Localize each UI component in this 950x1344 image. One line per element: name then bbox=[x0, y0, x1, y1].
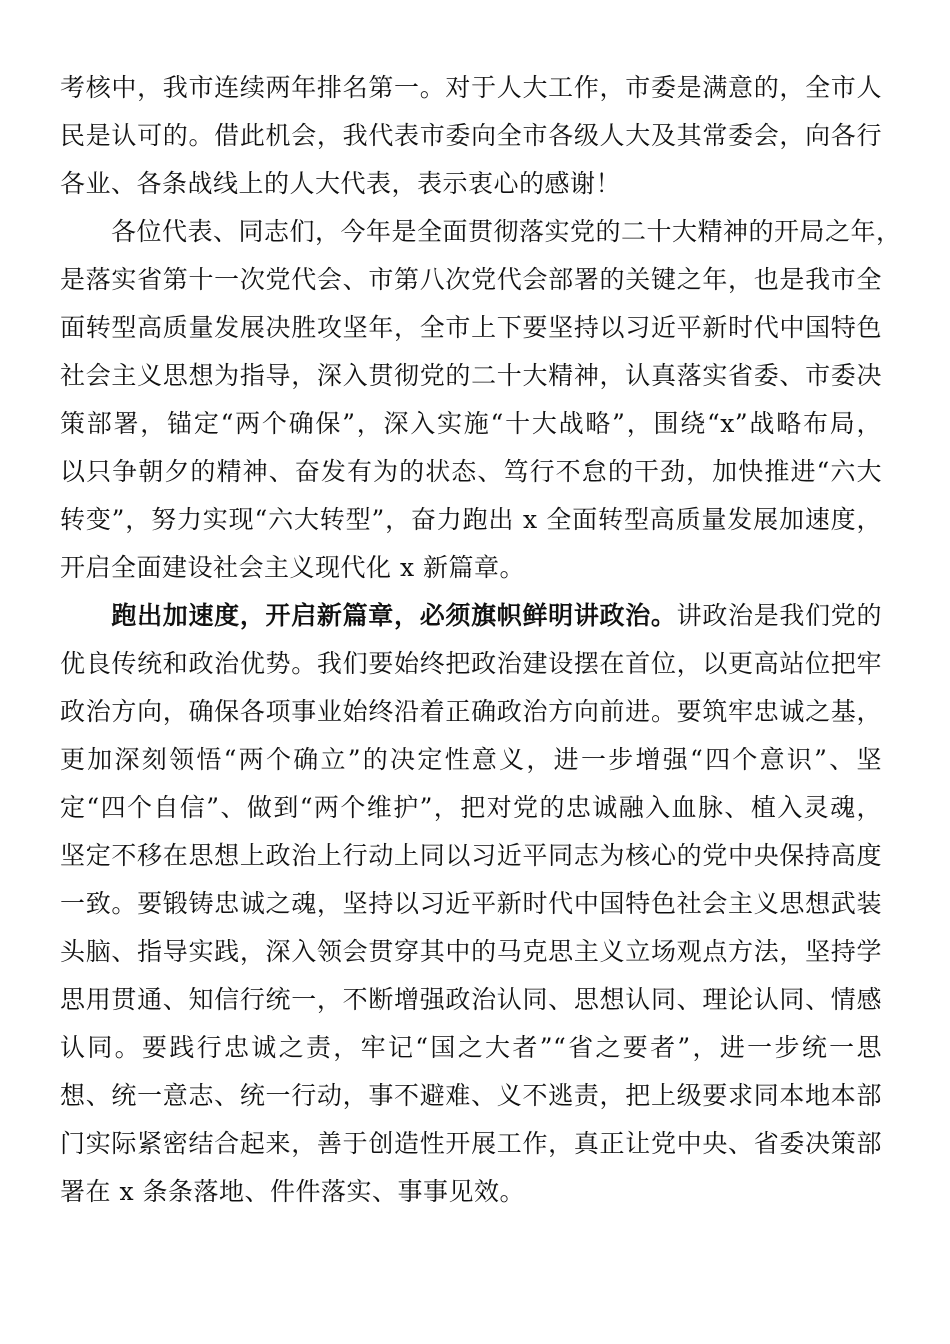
paragraph-1-line: 各业、各条战线上的人大代表，表示衷心的感谢！ bbox=[60, 169, 622, 198]
paragraph-2-line: 以只争朝夕的精神、奋发有为的状态、笃行不怠的干劲，加快推进“六大 bbox=[60, 457, 882, 486]
paragraph-3-line: 想、统一意志、统一行动，事不避难、义不逃责，把上级要求同本地本部 bbox=[60, 1081, 882, 1110]
paragraph-3-line: 定“四个自信”、做到“两个维护”，把对党的忠诚融入血脉、植入灵魂， bbox=[60, 793, 882, 822]
paragraph-3-line: 署在 x 条条落地、件件落实、事事见效。 bbox=[60, 1177, 525, 1206]
paragraph-2-line: 转变”，努力实现“六大转型”，奋力跑出 x 全面转型高质量发展加速度， bbox=[60, 505, 882, 534]
paragraph-2-line: 面转型高质量发展决胜攻坚年，全市上下要坚持以习近平新时代中国特色 bbox=[60, 313, 882, 342]
paragraph-3-heading: 跑出加速度，开启新篇章，必须旗帜鲜明讲政治。 bbox=[111, 601, 677, 630]
paragraph-3-line: 优良传统和政治优势。我们要始终把政治建设摆在首位，以更高站位把牢 bbox=[60, 649, 882, 678]
paragraph-3-line: 坚定不移在思想上政治上行动上同以习近平同志为核心的党中央保持高度 bbox=[60, 841, 882, 870]
paragraph-1 bbox=[60, 64, 882, 208]
paragraph-2-line: 是落实省第十一次党代会、市第八次党代会部署的关键之年，也是我市全 bbox=[60, 265, 882, 294]
paragraph-3-line: 思用贯通、知信行统一，不断增强政治认同、思想认同、理论认同、情感 bbox=[60, 985, 882, 1014]
paragraph-1-line: 考核中，我市连续两年排名第一。对于人大工作，市委是满意的，全市人 bbox=[60, 73, 882, 102]
paragraph-2-line: 策部署，锚定“两个确保”，深入实施“十大战略”，围绕“x”战略布局， bbox=[60, 409, 882, 438]
paragraph-3-line: 门实际紧密结合起来，善于创造性开展工作，真正让党中央、省委决策部 bbox=[60, 1129, 882, 1158]
paragraph-2-line: 开启全面建设社会主义现代化 x 新篇章。 bbox=[60, 553, 525, 582]
paragraph-3-first-line bbox=[60, 592, 882, 640]
paragraph-3-line: 一致。要锻铸忠诚之魂，坚持以习近平新时代中国特色社会主义思想武装 bbox=[60, 889, 882, 918]
paragraph-3 bbox=[60, 592, 882, 1216]
paragraph-3-line: 政治方向，确保各项事业始终沿着正确政治方向前进。要筑牢忠诚之基， bbox=[60, 697, 882, 726]
paragraph-3-first-line-rest: 讲政治是我们党的 bbox=[676, 601, 882, 630]
paragraph-2-line: 社会主义思想为指导，深入贯彻党的二十大精神，认真落实省委、市委决 bbox=[60, 361, 882, 390]
paragraph-3-line: 更加深刻领悟“两个确立”的决定性意义，进一步增强“四个意识”、坚 bbox=[60, 745, 882, 774]
paragraph-1-line: 民是认可的。借此机会，我代表市委向全市各级人大及其常委会，向各行 bbox=[60, 121, 882, 150]
document-page bbox=[60, 64, 902, 1216]
paragraph-2 bbox=[60, 208, 902, 592]
paragraph-2-line: 各位代表、同志们，今年是全面贯彻落实党的二十大精神的开局之年， bbox=[60, 217, 902, 246]
paragraph-3-line: 认同。要践行忠诚之责，牢记“国之大者”“省之要者”，进一步统一思 bbox=[60, 1033, 882, 1062]
paragraph-3-line: 头脑、指导实践，深入领会贯穿其中的马克思主义立场观点方法，坚持学 bbox=[60, 937, 882, 966]
